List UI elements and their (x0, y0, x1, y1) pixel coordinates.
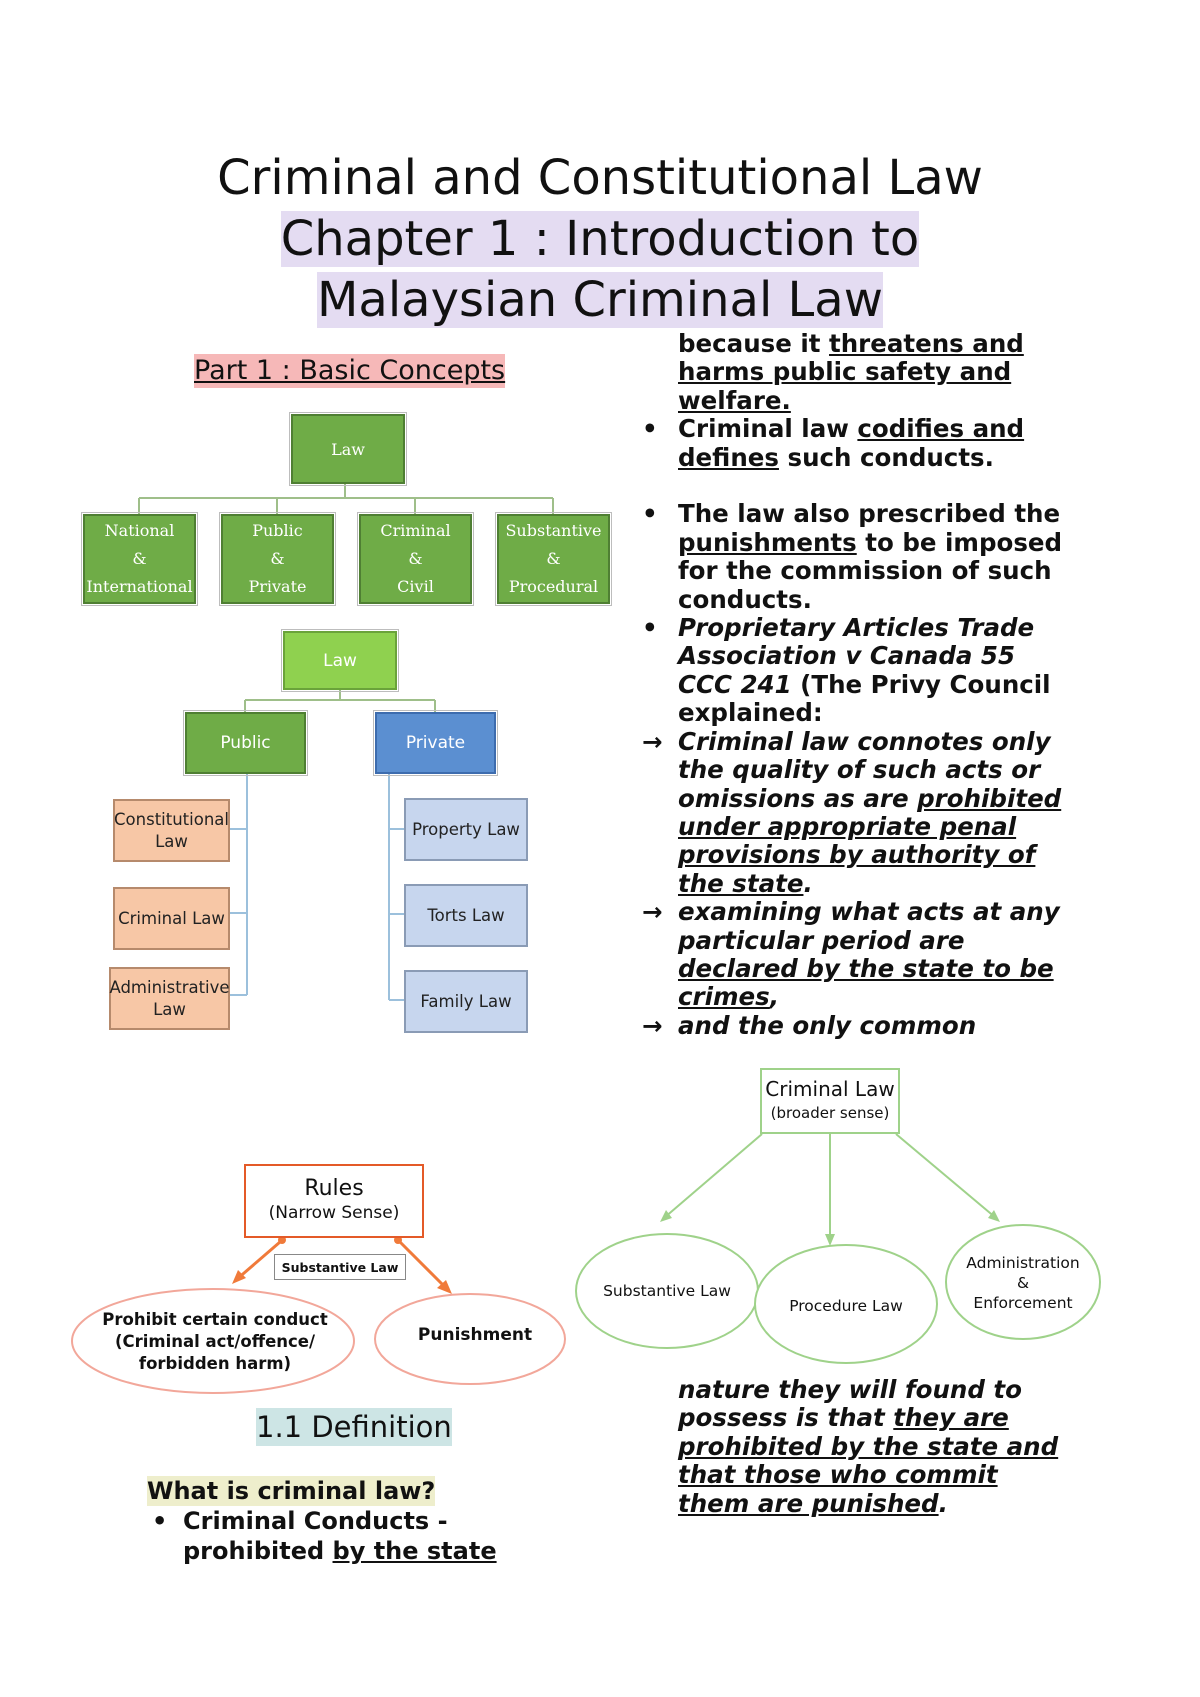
diagram2-public-box: Public (185, 712, 306, 774)
family-law-box: Family Law (404, 970, 528, 1033)
diagram1-law-box: Law (291, 414, 405, 484)
bullet-codifies: • Criminal law codifies and (642, 414, 1025, 444)
arrow-item-common: → and the only common (642, 1010, 977, 1040)
right-column-continuation: nature they will found to possess is that they are prohibited by the state and that those who commit them are punished. (678, 1375, 1059, 1518)
substantive-law-ellipse: Substantive Law (603, 1282, 731, 1300)
administrative-law-box: Administrative Law (109, 967, 230, 1030)
criminal-law-box: Criminal Law (113, 887, 230, 950)
diagram1-national-box: National & International (83, 514, 196, 604)
substantive-law-label: Substantive Law (274, 1254, 406, 1280)
punishment-ellipse: Punishment (417, 1325, 533, 1345)
document-title-line2: Chapter 1 : Introduction to (280, 211, 920, 267)
diagram1-criminal-civil-box: Criminal & Civil (359, 514, 472, 604)
torts-law-box: Torts Law (404, 884, 528, 947)
criminal-conducts-bullet: • Criminal Conducts - prohibited by the state (152, 1507, 497, 1565)
diagram1-public-private-box: Public & Private (221, 514, 334, 604)
arrow-item-connotes: → Criminal law connotes only (642, 726, 1051, 756)
document-title-line3: Malaysian Criminal Law (317, 272, 883, 328)
administration-enforcement-ellipse: Administration & Enforcement (966, 1254, 1080, 1312)
part1-heading: Part 1 : Basic Concepts (194, 355, 506, 386)
diagram2-law-box: Law (283, 631, 397, 690)
right-column-text: because it threatens and harms public safety and welfare. • Criminal law codifies and defines such conducts. • The law also prescribed the punishments to be imposed for the commission of such conducts. • Proprietary Articles Trade Association v Canada 55 CCC 241 (The Privy Council explained: → Criminal law connotes only the quality of such acts or omissions as are prohibited under appropriate penal provisions by authority of the state. → examining what acts at any particular period are declared by the state to be crimes, → and the only common (640, 330, 1110, 1040)
rules-box: Rules (Narrow Sense) (244, 1164, 424, 1238)
bullet-punishments: • The law also prescribed the (642, 499, 1061, 529)
arrow-item-examining: → examining what acts at any (642, 897, 1060, 927)
property-law-box: Property Law (404, 798, 528, 861)
document-title-line1: Criminal and Constitutional Law (217, 150, 983, 206)
constitutional-law-box: Constitutional Law (113, 799, 230, 862)
prohibit-conduct-ellipse: Prohibit certain conduct (Criminal act/offence/ forbidden harm) (102, 1310, 328, 1373)
bullet-case-citation: • Proprietary Articles Trade (642, 613, 1035, 643)
what-is-criminal-law-question: What is criminal law? (147, 1477, 436, 1505)
diagram1-substantive-procedural-box: Substantive & Procedural (497, 514, 610, 604)
diagram2-private-box: Private (375, 712, 496, 774)
criminal-law-broader-box: Criminal Law (broader sense) (760, 1068, 900, 1134)
procedure-law-ellipse: Procedure Law (789, 1297, 903, 1315)
definition-heading: 1.1 Definition (256, 1410, 452, 1444)
